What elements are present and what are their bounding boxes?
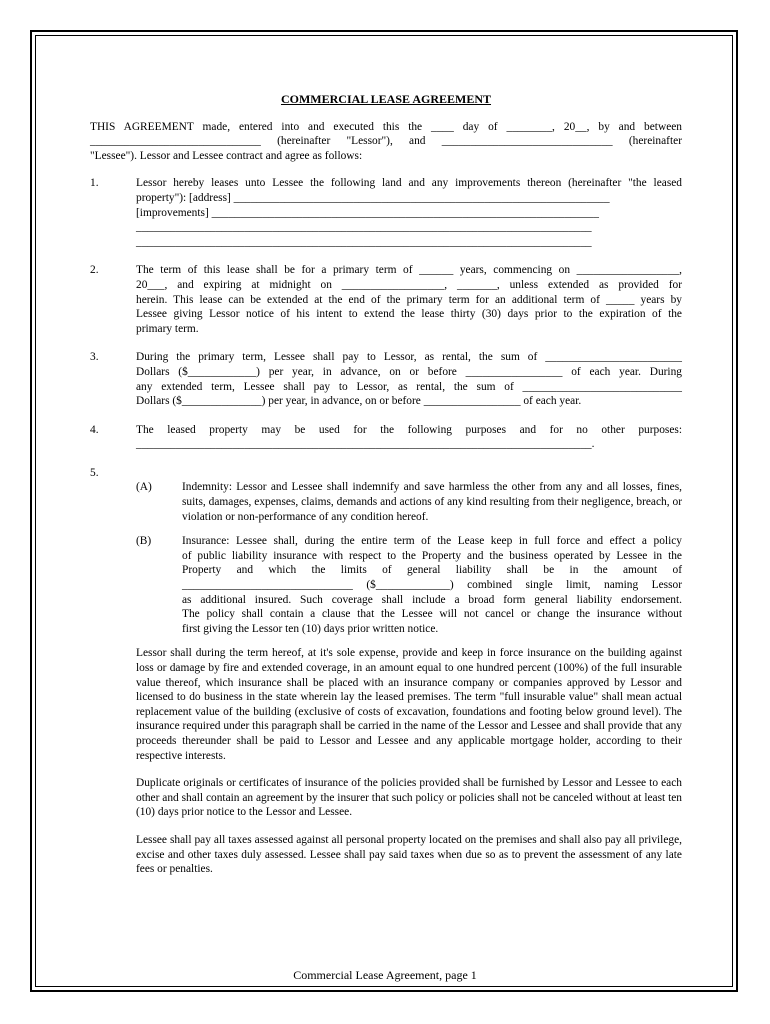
subsection-line: Property and which the limits of general liability shall be in the amount of <box>182 564 682 577</box>
subsection-label: (A) <box>136 481 152 494</box>
subsection-line: of public liability insurance with respect to the Property and the business operated by Lessee in the <box>182 549 682 562</box>
intro-line: "Lessee"). Lessor and Lessee contract and agree as follows: <box>90 149 363 162</box>
subsection-a <box>136 480 682 524</box>
section-number: 1. <box>90 177 99 190</box>
section-line: ________________________________________________________________________________ <box>136 235 592 248</box>
taxes-paragraph: Lessee shall pay all taxes assessed against all personal property located on the premises and shall also pay all privilege, excise and other taxes duly assessed. Lessee shall pay said taxes when due so as to prevent the assessment of any late fees or penalties. <box>136 833 682 876</box>
section-line: Lessee giving Lessor notice of his intent to extend the lease thirty (30) days prior to the expiration of the <box>136 308 682 321</box>
section-spacer <box>136 466 682 481</box>
page-footer: Commercial Lease Agreement, page 1 <box>293 968 477 982</box>
document-title: COMMERCIAL LEASE AGREEMENT <box>280 92 492 106</box>
intro-paragraph <box>90 120 682 164</box>
document-body <box>90 92 682 890</box>
intro-line: THIS AGREEMENT made, entered into and executed this the ____ day of ________, 20__, by and between <box>90 120 682 133</box>
subsection-label: (B) <box>136 535 152 548</box>
section-line: any extended term, Lessee shall pay to Lessor, as rental, the sum of ____________________________ <box>136 380 682 393</box>
subsection-line: Insurance: Lessee shall, during the entire term of the Lease keep in full force and effect a policy <box>182 535 682 548</box>
section-number: 4. <box>90 423 99 436</box>
subsection-line: ______________________________ ($_____________) combined single limit, naming Lessor <box>182 579 682 592</box>
section-line: The leased property may be used for the following purposes and for no other purposes: <box>136 423 682 436</box>
section-line: ________________________________________________________________________________ <box>136 221 592 234</box>
section-1 <box>90 176 682 249</box>
subsection-line: The policy shall contain a clause that the Lessee will not cancel or change the insurance without <box>182 608 682 621</box>
section-number: 5. <box>90 466 99 479</box>
section-3 <box>90 350 682 408</box>
subsection-line: as additional insured. Such coverage shall include a broad form general liability endorsement. <box>182 593 682 606</box>
subsection-text: Indemnity: Lessor and Lessee shall indemnify and save harmless the other from any and all losses, fines, suits, damages, expenses, claims, demands and actions of any kind resulting from their negligence, breach, or violation or non-performance of any condition hereof. <box>182 481 682 523</box>
section-line: 20___, and expiring at midnight on __________________, _______, unless extended as provided for <box>136 278 682 291</box>
section-number: 3. <box>90 351 99 364</box>
section-5 <box>90 466 682 637</box>
duplicate-certificates-paragraph: Duplicate originals or certificates of insurance of the policies provided shall be furnished by Lessor and Lessee to each other and shall contain an agreement by the insurer that such policy or policies shall not be canceled without at least ten (10) days prior notice to the Lessor and Lessee. <box>136 777 682 819</box>
subsection-b <box>136 534 682 636</box>
section-line: Dollars ($______________) per year, in advance, on or before _________________ of each year. <box>136 395 582 408</box>
section-line: During the primary term, Lessee shall pay to Lessor, as rental, the sum of ________________________ <box>136 351 682 364</box>
section-line: The term of this lease shall be for a primary term of ______ years, commencing on __________________, <box>136 264 682 277</box>
section-line: herein. This lease can be extended at the end of the primary term for an additional term of _____ years by <box>136 293 682 306</box>
section-4 <box>90 423 682 452</box>
section-line: ________________________________________________________________________________. <box>136 438 595 451</box>
intro-line: ______________________________ (hereinafter "Lessor"), and ______________________________ (hereinafter <box>90 135 682 148</box>
section-number: 2. <box>90 264 99 277</box>
section-line: Dollars ($____________) per year, in advance, on or before _________________ of each year. During <box>136 365 682 378</box>
section-line: [improvements] ____________________________________________________________________ <box>136 206 599 219</box>
subsection-line: first giving the Lessor ten (10) days prior written notice. <box>182 622 439 635</box>
building-insurance-paragraph: Lessor shall during the term hereof, at it's sole expense, provide and keep in force insurance on the building against loss or damage by fire and extended coverage, in an amount equal to one hundred percent (100%) of the full insurable value thereof, which insurance shall be placed with an insurance company or companies approved by Lessor and licensed to do business in the state wherein lay the leased premises. The term "full insurable value" shall mean actual replacement value of the building (exclusive of costs of excavation, foundations and footing below ground level). The insurance required under this paragraph shall be carried in the name of the Lessor and Lessee and shall provide that any proceeds thereunder shall be paid to Lessor and Lessee and any applicable mortgage holder, according to their respective interests. <box>136 647 682 762</box>
section-2 <box>90 263 682 336</box>
section-line: Lessor hereby leases unto Lessee the following land and any improvements thereon (hereinafter "the leased <box>136 177 682 190</box>
section-line: property"): [address] __________________________________________________________________ <box>136 191 610 204</box>
section-line: primary term. <box>136 322 199 335</box>
